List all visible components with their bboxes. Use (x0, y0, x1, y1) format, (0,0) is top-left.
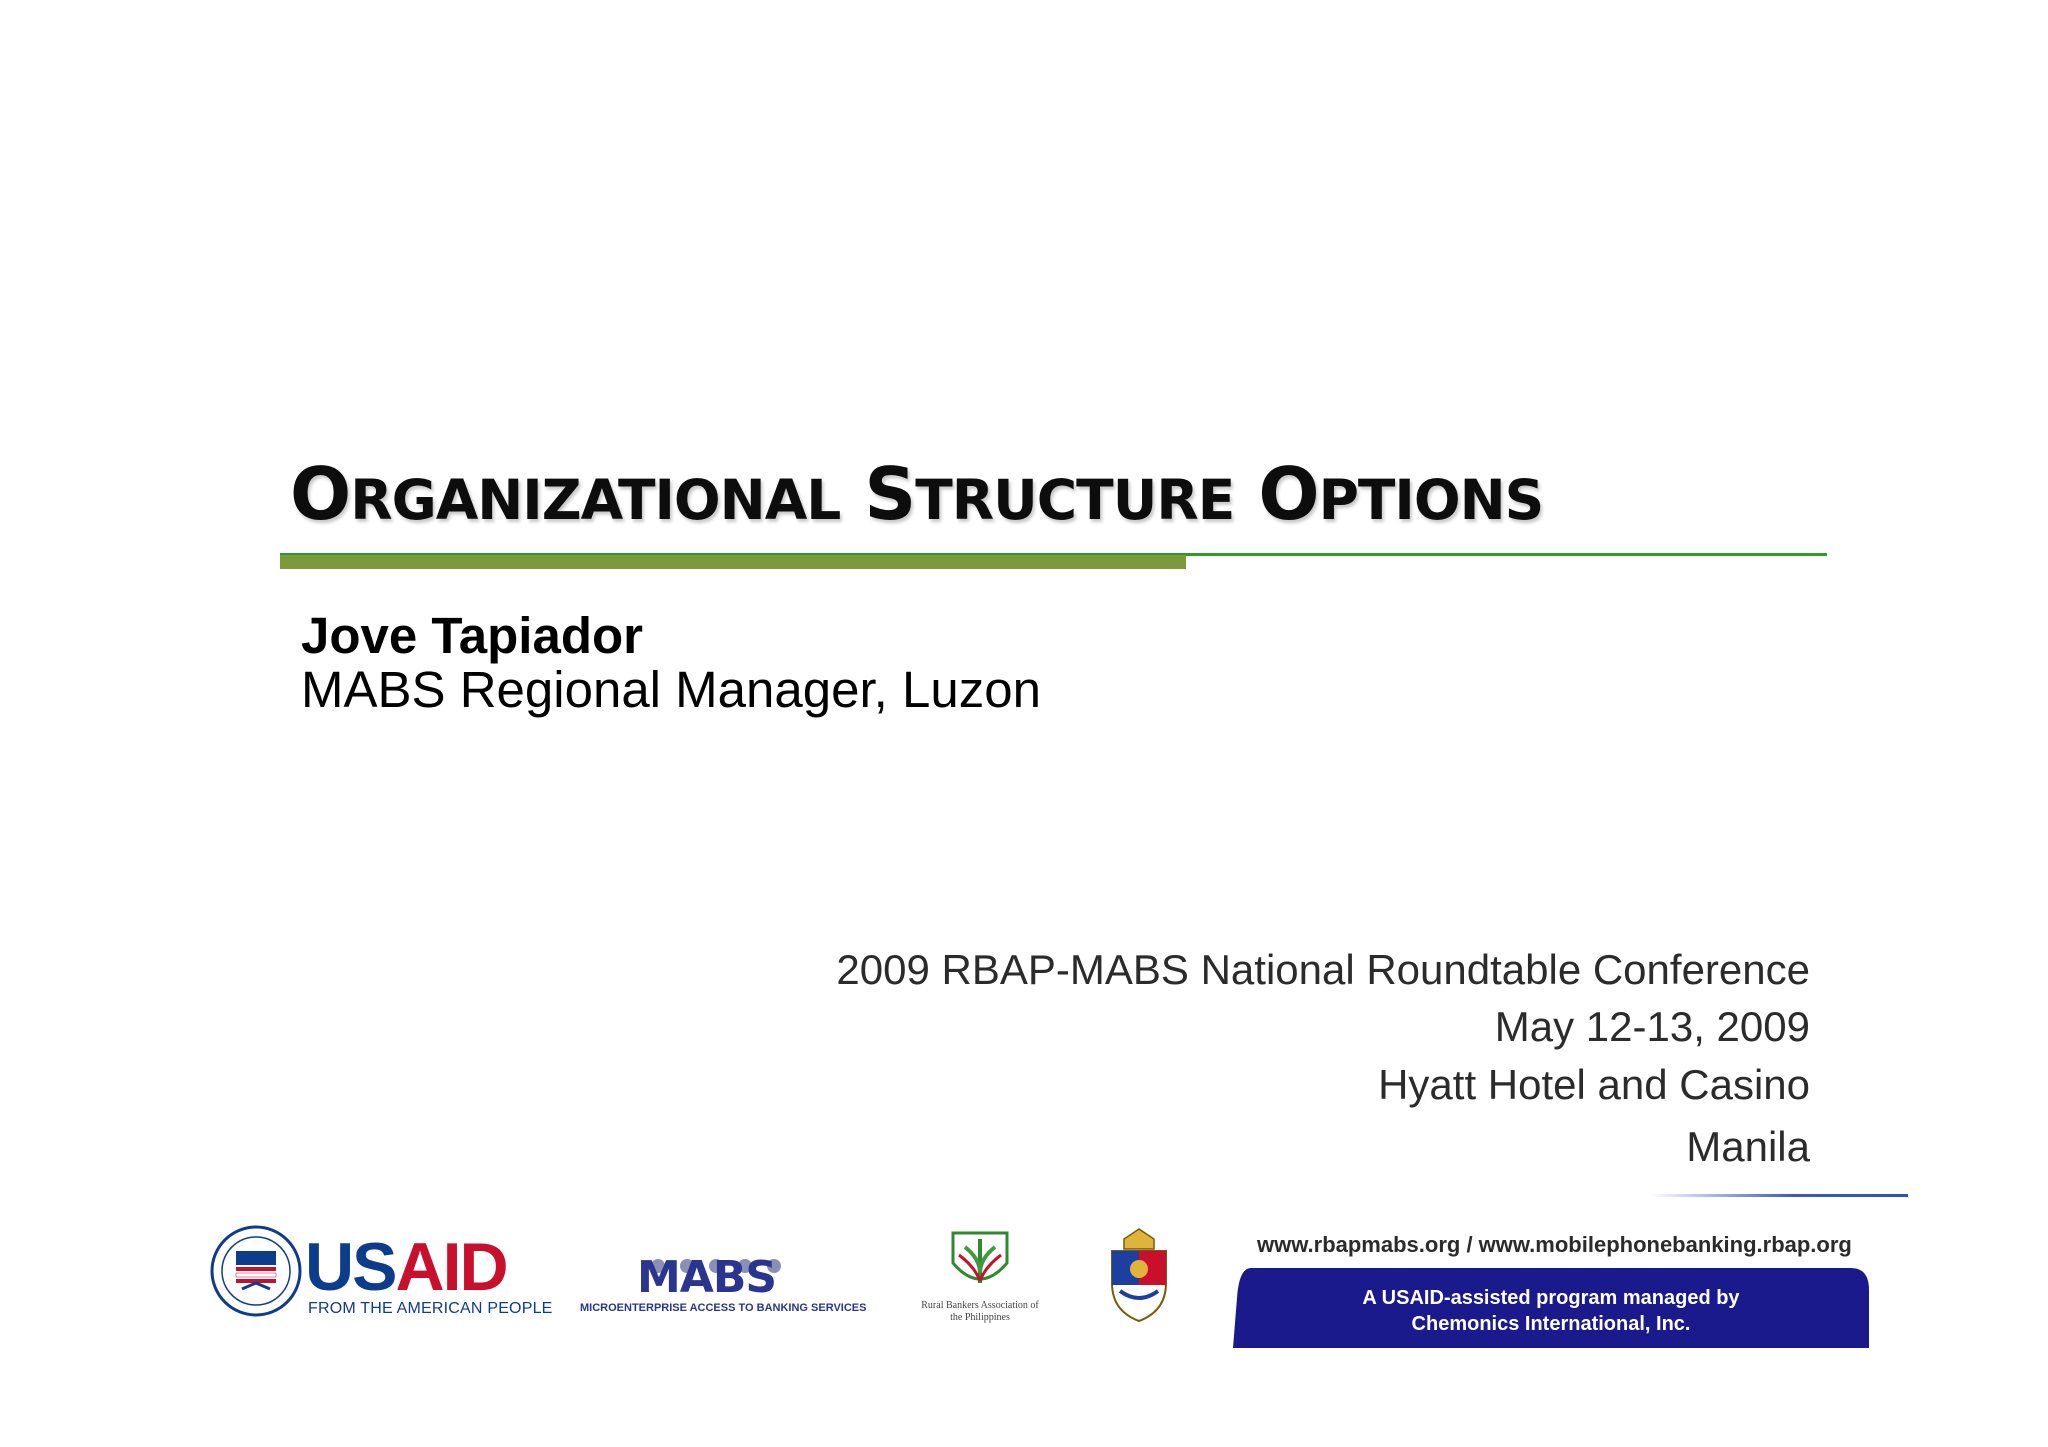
mabs-logo-word: MABS (637, 1252, 777, 1303)
event-name: 2009 RBAP-MABS National Roundtable Conference (836, 946, 1810, 993)
footer-logos (0, 1200, 2048, 1447)
title-word-2: STRUCTURE (864, 452, 1235, 536)
usaid-seal-icon (210, 1225, 302, 1317)
usaid-tagline: FROM THE AMERICAN PEOPLE (308, 1300, 553, 1317)
banner-line-2: Chemonics International, Inc. (1411, 1313, 1691, 1335)
title-word-1: ORGANIZATIONAL (290, 452, 841, 536)
slide-title (290, 452, 1543, 536)
philippine-seal-icon (1098, 1225, 1180, 1325)
title-word-3: OPTIONS (1258, 452, 1544, 536)
decorative-line (1650, 1194, 1908, 1197)
presenter-name: Jove Tapiador (301, 607, 643, 664)
presenter-role: MABS Regional Manager, Luzon (301, 661, 1041, 718)
usaid-logo-word: USAID (305, 1229, 507, 1305)
rbap-wheat-icon (945, 1225, 1015, 1297)
rbap-tagline: Rural Bankers Association of the Philippines (921, 1300, 1039, 1323)
footer-urls: www.rbapmabs.org / www.mobilephonebanking.rbap.org (1257, 1232, 1852, 1257)
footer-banner-text (1233, 1285, 1869, 1337)
banner-line-1: A USAID-assisted program managed by (1362, 1287, 1740, 1309)
event-venue: Hyatt Hotel and Casino (1378, 1061, 1810, 1108)
mabs-tagline: MICROENTERPRISE ACCESS TO BANKING SERVICES (580, 1302, 867, 1314)
event-city: Manila (1686, 1123, 1810, 1170)
title-divider-thick (280, 555, 1186, 569)
event-date: May 12-13, 2009 (1494, 1003, 1810, 1050)
